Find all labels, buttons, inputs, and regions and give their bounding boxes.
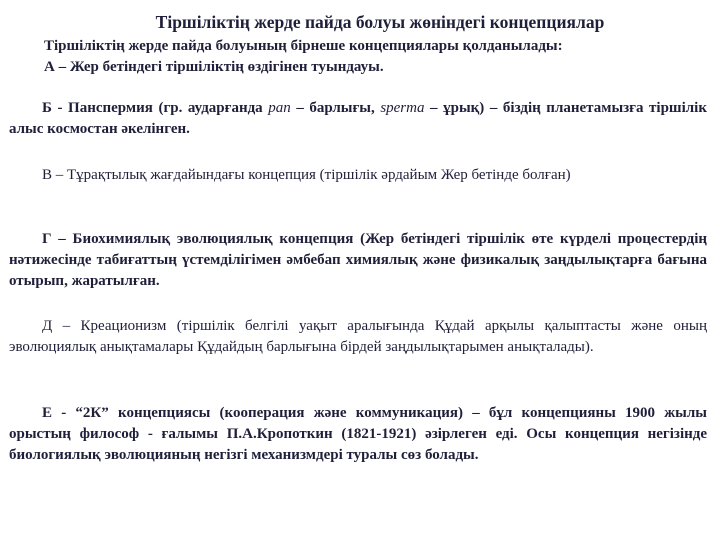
concept-v — [9, 165, 707, 186]
concept-b-term-sperma: sperma — [380, 100, 425, 116]
slide-title: Тіршіліктің жерде пайда болуы жөніндегі концепциялар — [155, 12, 605, 32]
concept-v-text: В – Тұрақтылық жағдайындағы концепция (тіршілік әрдайым Жер бетінде болған) — [42, 167, 571, 183]
concept-b — [9, 98, 707, 140]
concept-a: А – Жер бетіндегі тіршіліктің өздігінен туындауы. — [44, 59, 384, 75]
concept-d — [9, 316, 707, 358]
concept-g — [9, 229, 707, 292]
concept-g-text: Г – Биохимиялық эволюциялық концепция (Жер бетіндегі тіршілік өте күрделі процестердің нәтижесінде табиғаттың үстемділігімен әмбебап химиялық және физикалық заңдылықтарға бағына отырып, жаратылған. — [9, 231, 707, 289]
concept-e — [9, 403, 707, 466]
concept-d-text: Д – Креационизм (тіршілік белгілі уақыт аралығында Құдай арқылы қалыптасты және оның эволюциялық анықтамалары Құдайдың барлығына бірдей заңдылықтарымен анықталады). — [9, 318, 707, 355]
intro-block — [44, 36, 704, 78]
concept-b-text-2: – барлығы, — [290, 100, 381, 116]
concept-b-text-3: – ұрық) – біздің планетамызға тіршілік алыс космостан әкелінген. — [9, 100, 707, 137]
intro-line: Тіршіліктің жерде пайда болуының бірнеше концепциялары қолданылады: — [44, 38, 563, 54]
concept-b-text-1: Б - Панспермия (гр. аударғанда — [42, 100, 269, 116]
concept-b-term-pan: pan — [268, 100, 291, 116]
concept-e-text: Е - “2К” концепциясы (кооперация және коммуникация) – бұл концепцияны 1900 жылы орыстың философ - ғалымы П.А.Кропоткин (1821-1921) әзірлеген еді. Осы концепция негізінде биологиялық эволюцияның негізгі механизмдері туралы сөз болады. — [9, 405, 707, 463]
